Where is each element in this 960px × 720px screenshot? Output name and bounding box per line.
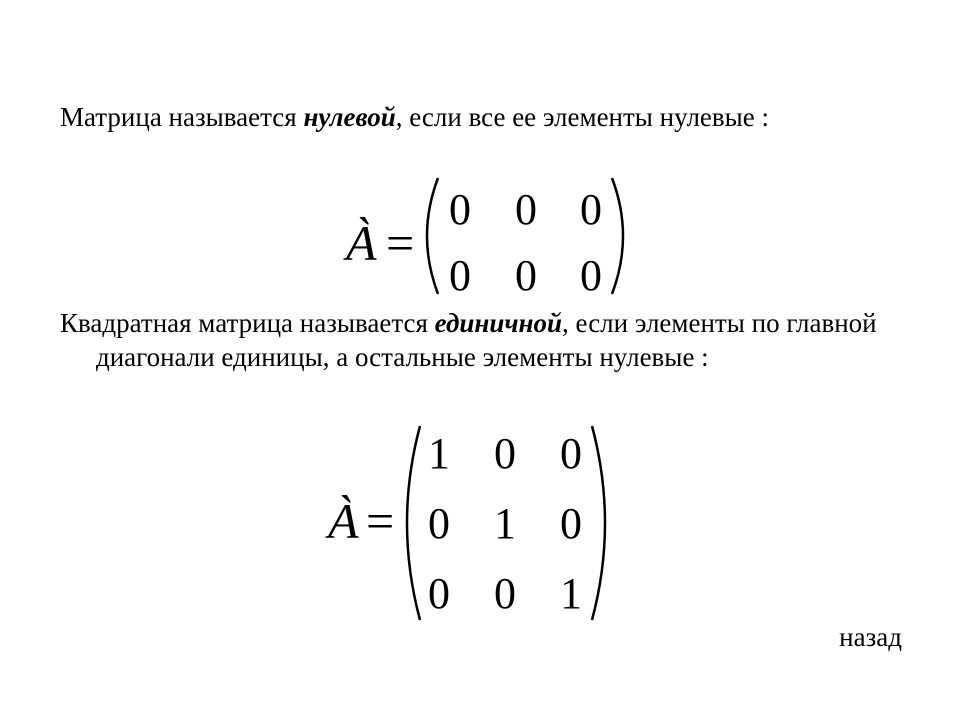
definition-text: Матрица называется xyxy=(60,102,304,132)
equals-sign: = xyxy=(386,215,415,271)
matrix-lhs: À xyxy=(346,215,377,271)
matrix-cell: 0 xyxy=(560,429,582,478)
identity-matrix-definition xyxy=(60,306,926,374)
zero-matrix xyxy=(340,172,640,300)
zero-matrix-definition xyxy=(60,100,920,134)
matrix-cell: 0 xyxy=(449,185,471,234)
identity-matrix xyxy=(322,420,622,626)
matrix-cell: 0 xyxy=(515,185,537,234)
right-paren xyxy=(592,426,605,620)
definition-text: Квадратная матрица называется xyxy=(60,308,435,338)
term-zero: нулевой xyxy=(303,102,396,132)
term-identity: единичной xyxy=(434,308,563,338)
matrix-lhs: À xyxy=(328,493,359,549)
definition-text: , если все ее элементы нулевые : xyxy=(395,102,770,132)
matrix-cell: 1 xyxy=(494,499,516,548)
matrix-cell: 0 xyxy=(580,251,602,300)
left-paren xyxy=(407,426,420,620)
matrix-cell: 0 xyxy=(494,569,516,618)
back-link[interactable]: назад xyxy=(839,622,902,652)
matrix-cell: 0 xyxy=(580,185,602,234)
matrix-cell: 0 xyxy=(494,429,516,478)
matrix-cell: 1 xyxy=(428,429,450,478)
matrix-cell: 0 xyxy=(515,251,537,300)
matrix-cell: 0 xyxy=(428,569,450,618)
definition-text: , если элементы по главной диагонали единицы, а остальные элементы нулевые : xyxy=(96,308,877,372)
matrix-cell: 0 xyxy=(428,499,450,548)
right-paren xyxy=(612,178,623,294)
matrix-cell: 0 xyxy=(449,251,471,300)
matrix-cell: 0 xyxy=(560,499,582,548)
matrix-cell: 1 xyxy=(560,569,582,618)
left-paren xyxy=(427,178,438,294)
equals-sign: = xyxy=(366,493,395,549)
